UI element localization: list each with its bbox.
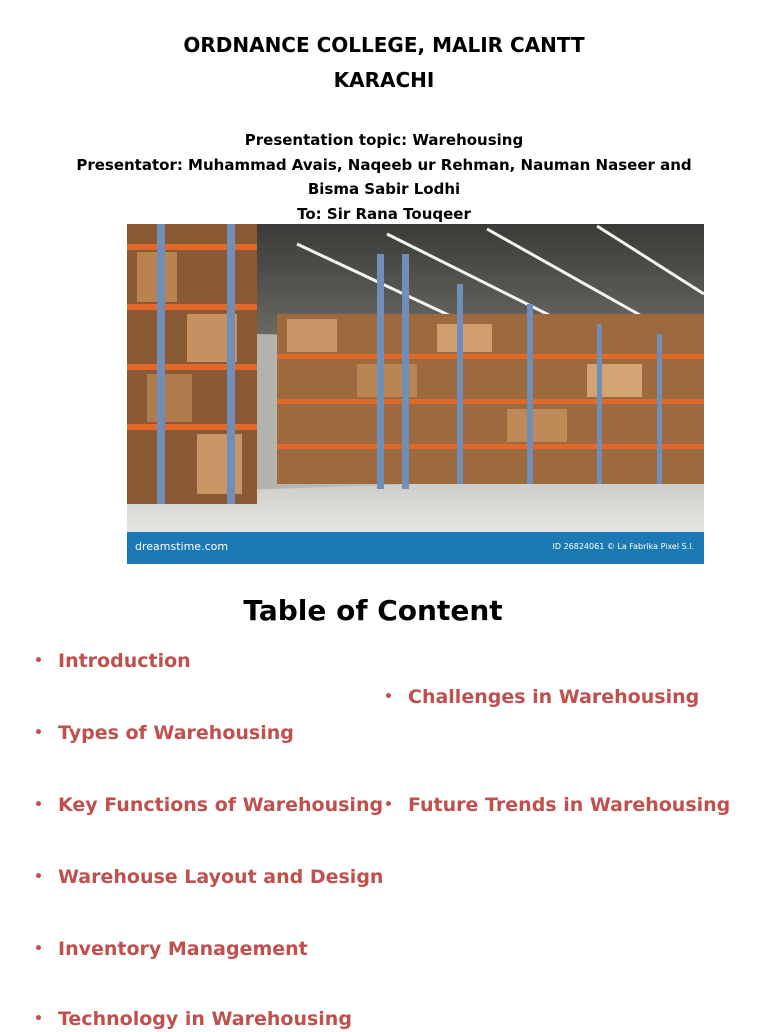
presenters-line-2: Bisma Sabir Lodhi	[307, 180, 461, 198]
toc-item-label: Future Trends in Warehousing	[408, 794, 731, 816]
warehouse-illustration	[127, 224, 704, 532]
bullet-icon: •	[384, 689, 393, 705]
recipient: To: Sir Rana Touqeer	[297, 205, 471, 223]
toc-item	[34, 1006, 352, 1032]
toc-item	[34, 936, 308, 962]
toc-item-label: Inventory Management	[58, 938, 308, 960]
toc-item-label: Technology in Warehousing	[58, 1008, 352, 1030]
toc-item	[34, 648, 191, 674]
bullet-icon: •	[34, 653, 43, 669]
toc-item-label: Challenges in Warehousing	[408, 686, 700, 708]
bullet-icon: •	[34, 1011, 43, 1027]
watermark-bar	[127, 532, 704, 564]
watermark-site: dreamstime.com	[135, 540, 229, 553]
watermark-credit: ID 26824061 © La Fabrika Pixel S.l.	[552, 542, 694, 551]
bullet-icon: •	[384, 797, 393, 813]
toc-item	[384, 684, 700, 710]
toc-item	[34, 792, 384, 818]
toc-item	[384, 792, 731, 818]
bullet-icon: •	[34, 797, 43, 813]
college-city: KARACHI	[333, 68, 435, 92]
toc-title: Table of Content	[243, 594, 503, 627]
toc-item-label: Warehouse Layout and Design	[58, 866, 384, 888]
toc-item-label: Types of Warehousing	[58, 722, 294, 744]
warehouse-photo	[127, 224, 704, 564]
toc-item-label: Key Functions of Warehousing	[58, 794, 384, 816]
bullet-icon: •	[34, 725, 43, 741]
presenters-line-1: Presentator: Muhammad Avais, Naqeeb ur Rehman, Nauman Naseer and	[76, 156, 692, 174]
presentation-topic: Presentation topic: Warehousing	[244, 131, 524, 149]
bullet-icon: •	[34, 869, 43, 885]
bullet-icon: •	[34, 941, 43, 957]
college-name: ORDNANCE COLLEGE, MALIR CANTT	[183, 33, 585, 57]
toc-item	[34, 864, 384, 890]
toc-item	[34, 720, 294, 746]
toc-item-label: Introduction	[58, 650, 191, 672]
